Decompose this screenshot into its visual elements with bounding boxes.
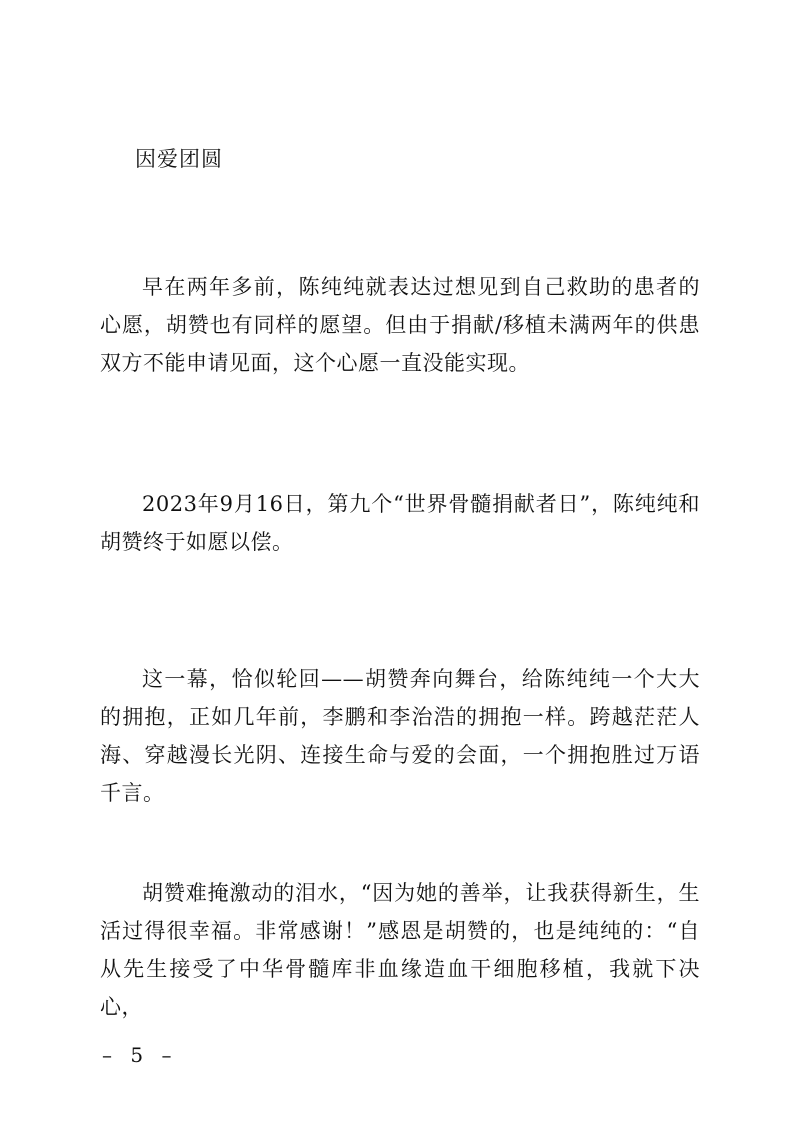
paragraph-4: 胡赞难掩激动的泪水，“因为她的善举，让我获得新生，生活过得很幸福。非常感谢！”感恩是胡赞的，也是纯纯的：“自从先生接受了中华骨髓库非血缘造血干细胞移植，我就下决心，	[100, 881, 700, 1019]
paragraph-1: 早在两年多前，陈纯纯就表达过想见到自己救助的患者的心愿，胡赞也有同样的愿望。但由于捐献/移植未满两年的供患双方不能申请见面，这个心愿一直没能实现。	[100, 275, 700, 375]
paragraph-2: 2023年9月16日，第九个“世界骨髓捐献者日”，陈纯纯和胡赞终于如愿以偿。	[100, 492, 700, 554]
paragraph-3: 这一幕，恰似轮回——胡赞奔向舞台，给陈纯纯一个大大的拥抱，正如几年前，李鹏和李治浩的拥抱一样。跨越茫茫人海、穿越漫长光阴、连接生命与爱的会面，一个拥抱胜过万语千言。	[100, 667, 700, 805]
page-number: – 5 –	[102, 1043, 178, 1067]
section-heading: 因爱团圆	[135, 147, 223, 171]
